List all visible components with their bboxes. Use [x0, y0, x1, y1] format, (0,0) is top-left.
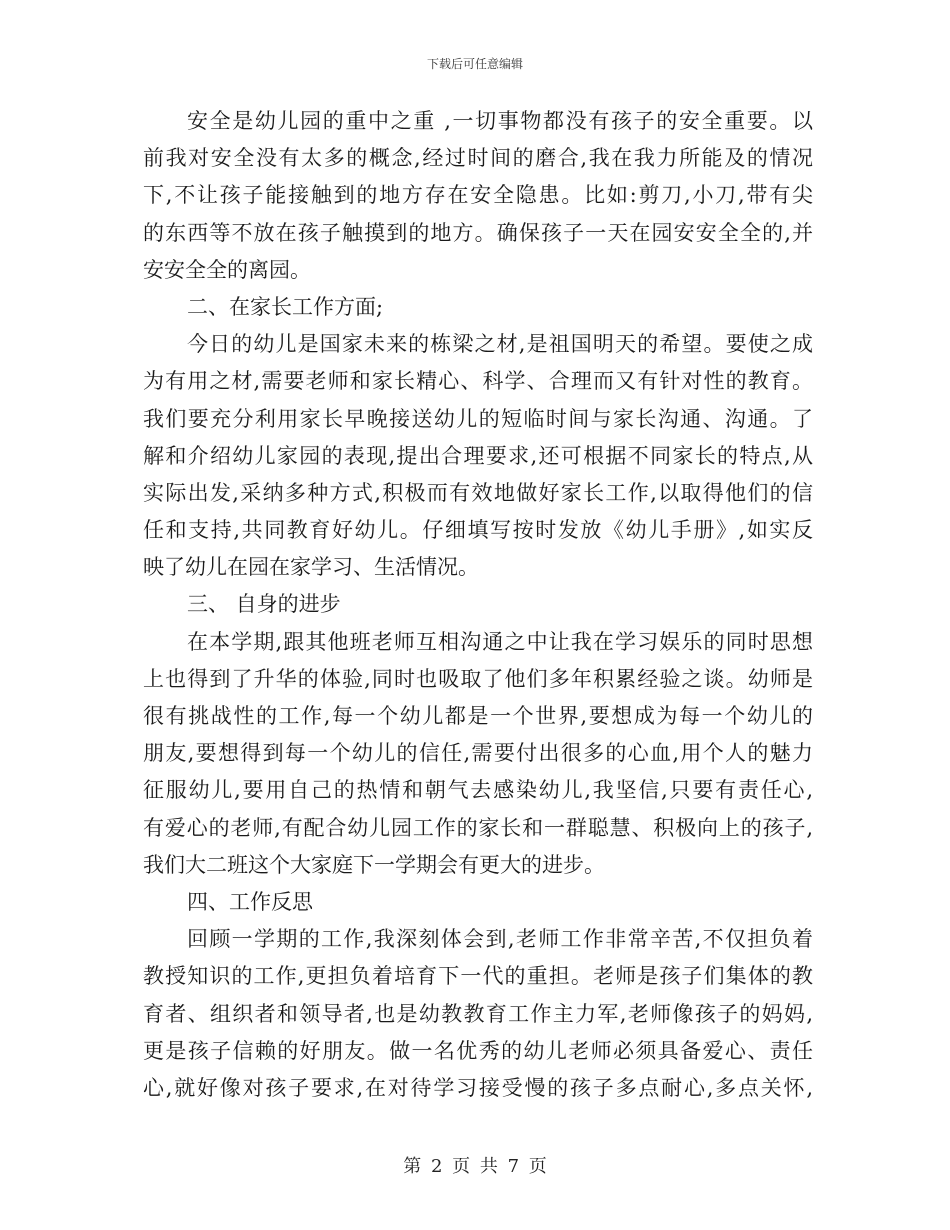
paragraph-line: 安全是幼儿园的重中之重 ,一切事物都没有孩子的安全重要。以	[187, 109, 813, 133]
paragraph-line: 上也得到了升华的体验,同时也吸取了他们多年积累经验之谈。幼师是	[143, 666, 813, 691]
paragraph-line: 我们要充分利用家长早晚接送幼儿的短临时间与家长沟通、沟通。了	[143, 406, 813, 431]
page-header: 下载后可任意编辑	[426, 57, 523, 71]
paragraph-line: 实际出发,采纳多种方式,积极而有效地做好家长工作,以取得他们的信	[143, 480, 813, 505]
page-number-footer: 第 2 页 共 7 页	[403, 1156, 547, 1177]
document-body	[143, 103, 813, 1107]
paragraph-line: 心,就好像对孩子要求,在对待学习接受慢的孩子多点耐心,多点关怀,	[143, 1075, 813, 1100]
paragraph-line: 映了幼儿在园在家学习、生活情况。	[143, 555, 479, 580]
section-heading: 二、在家长工作方面;	[187, 294, 384, 319]
paragraph-line: 很有挑战性的工作,每一个幼儿都是一个世界,要想成为每一个幼儿的	[143, 704, 813, 728]
paragraph-line: 安安全全的离园。	[143, 257, 311, 282]
paragraph-line: 育者、组织者和领导者,也是幼教教育工作主力军,老师像孩子的妈妈,	[143, 1001, 813, 1026]
paragraph-line: 的东西等不放在孩子触摸到的地方。确保孩子一天在园安安全全的,并	[143, 220, 813, 245]
paragraph-line: 为有用之材,需要老师和家长精心、科学、合理而又有针对性的教育。	[143, 369, 813, 394]
paragraph-line: 任和支持,共同教育好幼儿。仔细填写按时发放《幼儿手册》,如实反	[143, 518, 813, 543]
paragraph-line: 我们大二班这个大家庭下一学期会有更大的进步。	[143, 852, 605, 877]
paragraph-line: 在本学期,跟其他班老师互相沟通之中让我在学习娱乐的同时思想	[187, 629, 813, 654]
paragraph-line: 征服幼儿,要用自己的热情和朝气去感染幼儿,我坚信,只要有责任心,	[143, 778, 813, 803]
paragraph-line: 回顾一学期的工作,我深刻体会到,老师工作非常辛苦,不仅担负着	[187, 927, 813, 952]
paragraph-line: 更是孩子信赖的好朋友。做一名优秀的幼儿老师必须具备爱心、责任	[143, 1038, 813, 1063]
paragraph-line: 前我对安全没有太多的概念,经过时间的磨合,我在我力所能及的情况	[143, 146, 813, 171]
paragraph-line: 教授知识的工作,更担负着培育下一代的重担。老师是孩子们集体的教	[143, 964, 813, 989]
paragraph-line: 今日的幼儿是国家未来的栋梁之材,是祖国明天的希望。要使之成	[187, 332, 813, 357]
paragraph-line: 下,不让孩子能接触到的地方存在安全隐患。比如:剪刀,小刀,带有尖	[143, 183, 813, 208]
section-heading: 四、工作反思	[187, 889, 313, 914]
paragraph-line: 有爱心的老师,有配合幼儿园工作的家长和一群聪慧、积极向上的孩子,	[143, 815, 813, 840]
paragraph-line: 解和介绍幼儿家园的表现,提出合理要求,还可根据不同家长的特点,从	[143, 443, 813, 468]
section-heading: 三、 自身的进步	[187, 592, 341, 617]
paragraph-line: 朋友,要想得到每一个幼儿的信任,需要付出很多的心血,用个人的魅力	[143, 741, 813, 766]
